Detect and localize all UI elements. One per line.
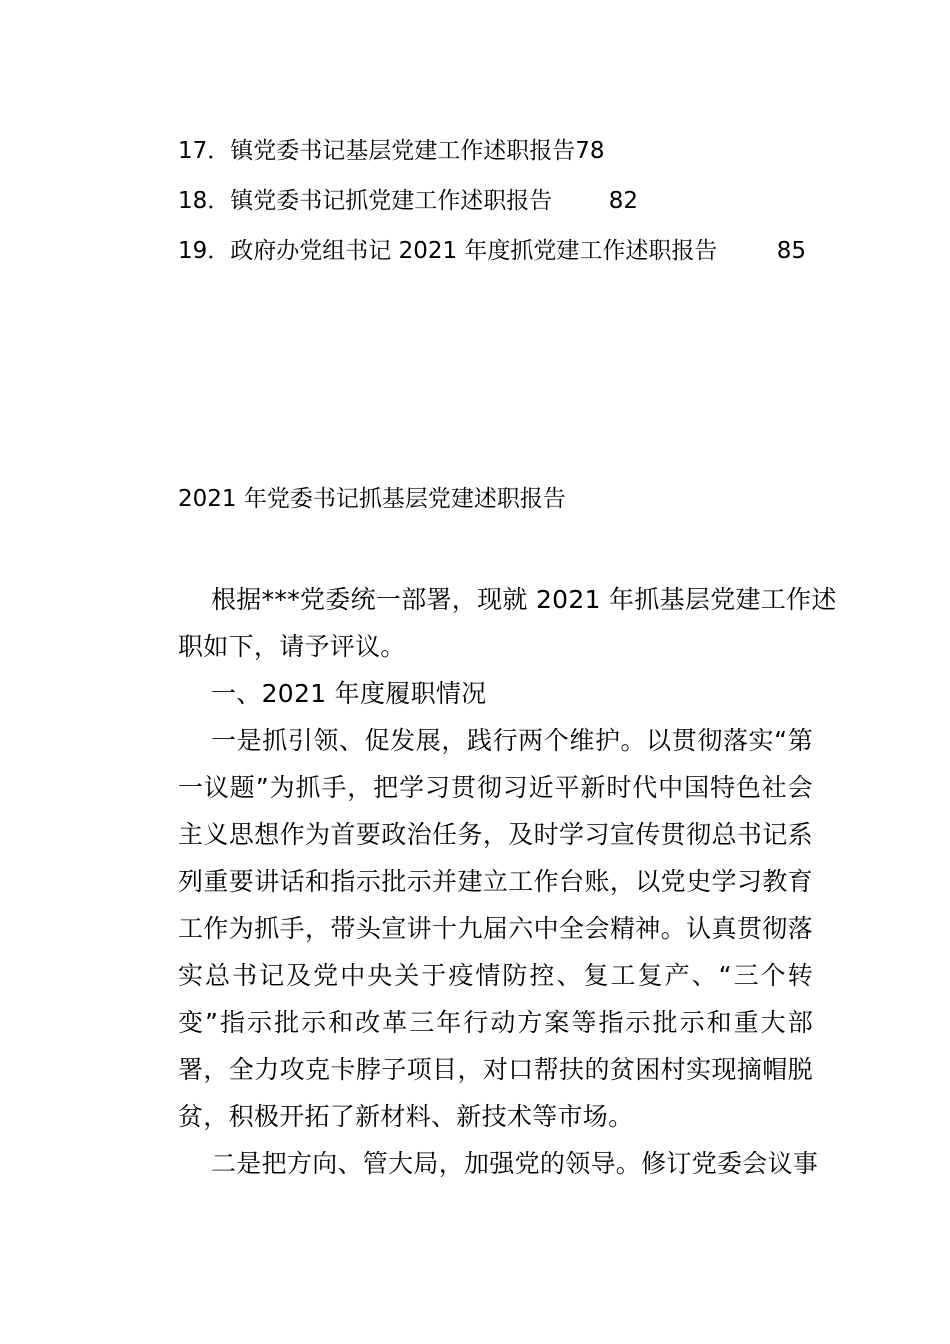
intro-paragraph [145,576,837,670]
table-of-contents [178,128,818,278]
text-line: 一议题”为抓手，把学习贯彻习近平新时代中国特色社会 [178,773,813,802]
text-line: 工作为抓手，带头宣讲十九届六中全会精神。认真贯彻落 [178,914,813,943]
document-title: 2021 年党委书记抓基层党建述职报告 [178,486,566,512]
body-paragraph-2 [145,1140,819,1187]
toc-title: 政府办党组书记 2021 年度抓党建工作述职报告 [230,238,718,264]
toc-entry-18[interactable] [178,178,818,228]
toc-page-number: 85 [776,238,806,264]
toc-page-number: 78 [575,138,605,164]
toc-number: 18． [178,188,231,214]
toc-entry-19[interactable] [178,228,818,278]
text-line: 主义思想作为首要政治任务，及时学习宣传贯彻总书记系 [178,820,813,849]
text-line: 变”指示批示和改革三年行动方案等指示批示和重大部 [178,1008,813,1037]
text-line: 贫，积极开拓了新材料、新技术等市场。 [178,1102,634,1131]
text-line: 实总书记及党中央关于疫情防控、复工复产、“三个转 [178,961,813,990]
text-line: 二是把方向、管大局，加强党的领导。修订党委会议事 [211,1149,819,1178]
text-line: 根据***党委统一部署，现就 2021 年抓基层党建工作述 [211,585,837,614]
section-heading-paragraph [145,670,813,717]
toc-title: 镇党委书记基层党建工作述职报告 [230,138,576,164]
toc-entry-17[interactable] [178,128,818,178]
text-line: 职如下，请予评议。 [178,632,406,661]
section-heading: 一、2021 年度履职情况 [211,679,487,708]
text-line: 列重要讲话和指示批示并建立工作台账，以党史学习教育 [178,867,813,896]
document-body [145,576,837,1187]
toc-number: 17． [178,138,231,164]
toc-page-number: 82 [608,188,638,214]
text-line: 一是抓引领、促发展，践行两个维护。以贯彻落实“第 [211,726,813,755]
toc-number: 19． [178,238,231,264]
toc-title: 镇党委书记抓党建工作述职报告 [230,188,553,214]
body-paragraph-1 [145,717,813,1140]
text-line: 署，全力攻克卡脖子项目，对口帮扶的贫困村实现摘帽脱 [178,1055,813,1084]
